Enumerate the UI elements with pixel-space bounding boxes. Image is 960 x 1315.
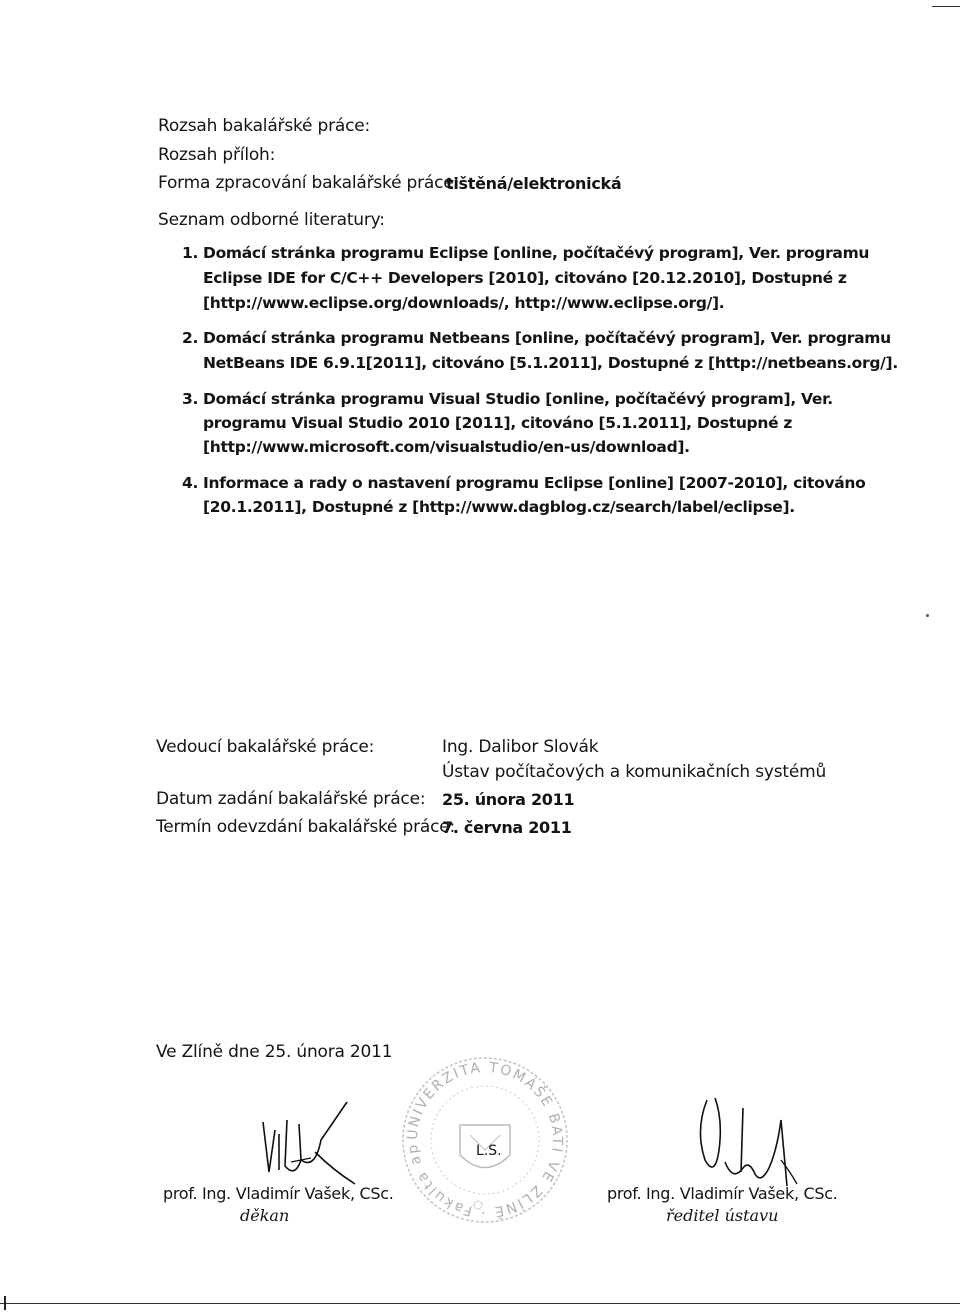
scan-speck [926,614,929,617]
place-date: Ve Zlíně dne 25. února 2011 [156,1042,393,1062]
termin-label: Termín odevzdání bakalářské práce: [156,817,456,837]
official-seal [392,1043,570,1225]
vedouci-name: Ing. Dalibor Slovák [442,737,599,757]
left-signature [255,1100,365,1190]
right-signature [685,1090,805,1190]
reference-line: NetBeans IDE 6.9.1[2011], citováno [5.1.2011], Dostupné z [http://netbeans.org/]. [203,354,898,372]
bottom-edge-mark [4,1296,6,1310]
bottom-edge-line [0,1303,960,1304]
termin-value: 7. června 2011 [442,818,572,837]
rozsah-priloh-label: Rozsah příloh: [158,145,276,165]
rozsah-prace-label: Rozsah bakalářské práce: [158,116,371,136]
ls-mark: L.S. [476,1143,502,1159]
reference-line: Eclipse IDE for C/C++ Developers [2010], citováno [20.12.2010], Dostupné z [203,269,847,287]
reference-number: 3. [182,390,199,408]
left-signatory-role: děkan [240,1206,290,1225]
datum-value: 25. února 2011 [442,790,575,809]
reference-number: 1. [182,244,199,262]
left-signatory-name: prof. Ing. Vladimír Vašek, CSc. [163,1184,394,1203]
seal-ring-text: UNIVERZITA TOMÁŠE BATI VE ZLÍNĚ · Fakulta aplikované informatiky [392,1043,566,1221]
reference-line: [http://www.eclipse.org/downloads/, http://www.eclipse.org/]. [203,294,725,312]
reference-line: programu Visual Studio 2010 [2011], citováno [5.1.2011], Dostupné z [203,414,793,432]
reference-line: Domácí stránka programu Netbeans [online, počítačévý program], Ver. programu [203,329,891,347]
forma-label: Forma zpracování bakalářské práce: [158,173,460,193]
right-signatory-name: prof. Ing. Vladimír Vašek, CSc. [607,1184,838,1203]
reference-number: 2. [182,329,199,347]
literatura-heading: Seznam odborné literatury: [158,210,385,230]
forma-value: tištěná/elektronická [446,174,622,193]
reference-line: [http://www.microsoft.com/visualstudio/en-us/download]. [203,438,690,456]
right-signatory-role: ředitel ústavu [666,1206,779,1225]
reference-line: Domácí stránka programu Eclipse [online, počítačévý program], Ver. programu [203,244,870,262]
reference-number: 4. [182,474,199,492]
reference-line: Informace a rady o nastavení programu Eclipse [online] [2007-2010], citováno [203,474,866,492]
reference-line: Domácí stránka programu Visual Studio [online, počítačévý program], Ver. [203,390,833,408]
reference-line: [20.1.2011], Dostupné z [http://www.dagblog.cz/search/label/eclipse]. [203,498,795,516]
vedouci-institute: Ústav počítačových a komunikačních systémů [442,762,827,782]
top-edge-line [932,6,960,7]
datum-label: Datum zadání bakalářské práce: [156,789,426,809]
vedouci-label: Vedoucí bakalářské práce: [156,737,375,757]
